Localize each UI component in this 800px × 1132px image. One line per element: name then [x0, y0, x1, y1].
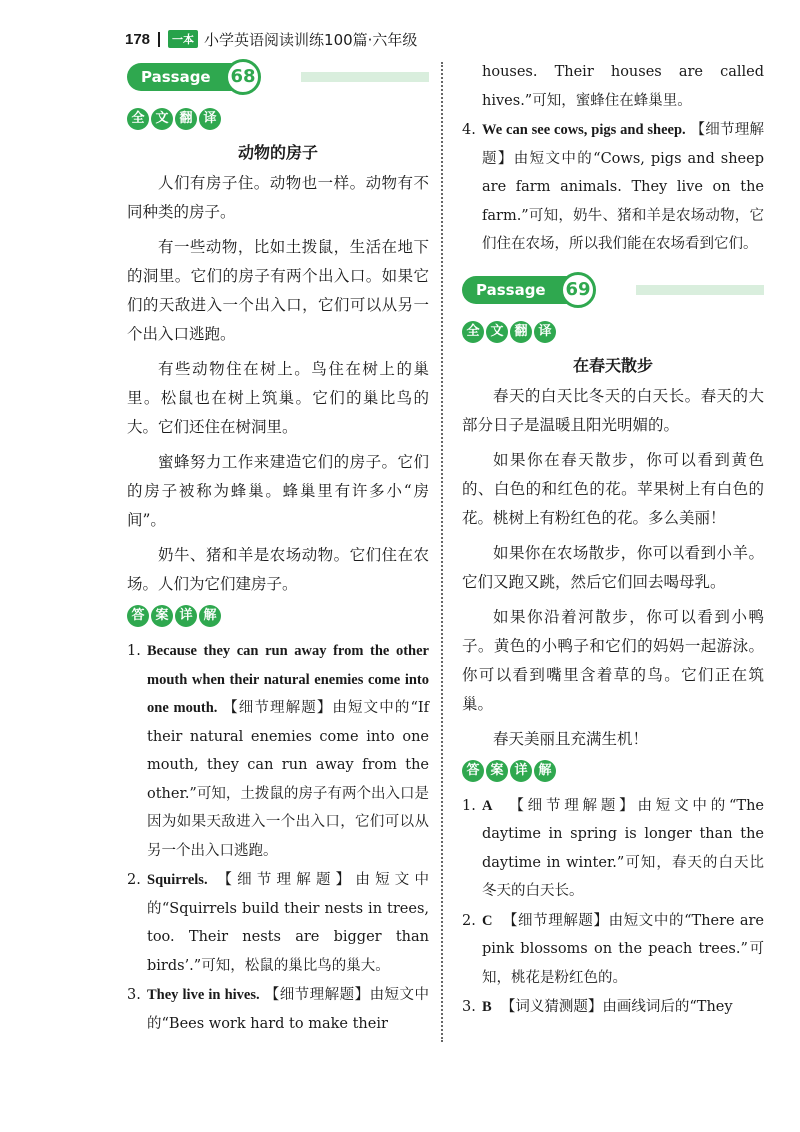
badge-char: 译: [534, 321, 556, 343]
answer-choice: C: [482, 912, 493, 929]
answer-number: 2.: [462, 912, 476, 929]
translation-paragraph: 春天的白天比冬天的白天长。春天的大部分日子是温暖且阳光明媚的。: [462, 386, 764, 434]
translation-badge: [127, 108, 429, 130]
translation-paragraph: 如果你在农场散步，你可以看到小羊。它们又跑又跳，然后它们回去喝母乳。: [462, 543, 764, 591]
answer-number: 1.: [462, 797, 476, 814]
answer-explanation: 【细节理解题】由短文中的“Squirrels build their nests in trees, too. Their nests are bigger than birds’.”可知，松鼠的巢比鸟的巢大。: [147, 872, 430, 974]
badge-char: 详: [175, 605, 197, 627]
answer-number: 4.: [462, 122, 476, 138]
answer-text: Squirrels.: [147, 872, 208, 888]
translation-paragraph: 如果你在春天散步，你可以看到黄色的、白色的和红色的花。苹果树上有白色的花。桃树上有粉红色的花。多么美丽！: [462, 450, 764, 527]
answer-explanation: 【细节理解题】由短文中的“Cows, pigs and sheep are farm animals. They live on the farm.”可知，奶牛、猪和羊是农场动物，它们住在农场，所以我们能在农场看到它们。: [482, 122, 765, 252]
badge-char: 案: [151, 605, 173, 627]
answer-item: [127, 981, 429, 1038]
answer-badge: [462, 760, 764, 782]
answer-badge: [127, 605, 429, 627]
passage-68-banner: [127, 60, 429, 94]
answer-item: [462, 907, 764, 993]
passage-label: Passage: [462, 276, 586, 304]
translation-paragraph: 有一些动物，比如土拨鼠，生活在地下的洞里。它们的房子有两个出入口。如果它们的天敌进入一个出入口，它们可以从另一个出入口逃跑。: [127, 238, 429, 343]
answer-explanation: houses. Their houses are called hives.”可知，蜜蜂住在蜂巢里。: [482, 64, 764, 109]
badge-char: 案: [486, 760, 508, 782]
translation-paragraph: 蜜蜂努力工作来建造它们的房子。它们的房子被称为蜂巢。蜂巢里有许多小“房间”。: [127, 453, 429, 529]
answer-number: 3.: [462, 999, 476, 1015]
badge-char: 解: [534, 760, 556, 782]
column-divider: [441, 62, 443, 1042]
badge-char: 文: [151, 108, 173, 130]
header-separator: [158, 32, 160, 47]
answer-list: [462, 792, 764, 1022]
translation-paragraph: 人们有房子住。动物也一样。动物有不同种类的房子。: [127, 174, 429, 221]
answer-choice: B: [482, 999, 492, 1015]
answer-item: [127, 866, 429, 980]
answer-list: [127, 637, 429, 1038]
answer-explanation: 【细节理解题】由短文中的“Bees work hard to make their: [147, 987, 430, 1032]
answer-text: Because they can run away from the other mouth when their natural enemies come into one mouth.: [147, 643, 429, 716]
answer-explanation: 【细节理解题】由短文中的“There are pink blossoms on the peach trees.”可知，桃花是粉红色的。: [482, 912, 764, 986]
page-header: [125, 28, 417, 50]
passage-label: Passage: [127, 63, 251, 91]
left-column: [127, 60, 429, 1039]
badge-char: 解: [199, 605, 221, 627]
answer-item: [462, 116, 764, 259]
book-title: 小学英语阅读训练100篇·六年级: [204, 30, 418, 49]
badge-char: 全: [462, 321, 484, 343]
answer-item: [462, 993, 764, 1022]
answer-explanation: 【细节理解题】由短文中的“The daytime in spring is longer than the daytime in winter.”可知，春天的白天比冬天的白天长。: [482, 797, 765, 899]
answer-choice: A: [482, 797, 493, 814]
badge-char: 答: [127, 605, 149, 627]
translation-paragraph: 如果你沿着河散步，你可以看到小鸭子。黄色的小鸭子和它们的妈妈一起游泳。你可以看到嘴里含着草的鸟。它们正在筑巢。: [462, 607, 764, 713]
page-number: 178: [125, 30, 151, 48]
answer-continuation: [462, 58, 764, 115]
right-column: [462, 58, 764, 1023]
answer-list-continued: [462, 58, 764, 259]
translation-paragraph: 有些动物住在树上。鸟住在树上的巢里。松鼠也在树上筑巢。它们的巢比鸟的大。它们还住在树洞里。: [127, 360, 429, 436]
badge-char: 答: [462, 760, 484, 782]
translation-paragraph: 奶牛、猪和羊是农场动物。它们住在农场。人们为它们建房子。: [127, 546, 429, 593]
badge-char: 文: [486, 321, 508, 343]
answer-item: [127, 637, 429, 865]
answer-number: 1.: [127, 643, 141, 659]
answer-number: 2.: [127, 872, 141, 888]
answer-text: We can see cows, pigs and sheep.: [482, 122, 686, 138]
badge-char: 译: [199, 108, 221, 130]
badge-char: 翻: [510, 321, 532, 343]
answer-number: 3.: [127, 987, 141, 1003]
translation-paragraph: 春天美丽且充满生机！: [493, 729, 649, 748]
badge-char: 详: [510, 760, 532, 782]
answer-text: They live in hives.: [147, 987, 260, 1003]
badge-char: 全: [127, 108, 149, 130]
translation-badge: [462, 321, 764, 343]
badge-char: 翻: [175, 108, 197, 130]
banner-bar: [636, 285, 764, 295]
answer-item: [462, 792, 764, 906]
passage-number: 69: [560, 272, 596, 308]
translation-title: 动物的房子: [237, 143, 318, 162]
translation-title: 在春天散步: [572, 355, 653, 375]
banner-bar: [301, 72, 429, 82]
passage-number: 68: [225, 59, 261, 95]
answer-explanation: 【词义猜测题】由画线词后的“They: [500, 999, 733, 1015]
publisher-logo: 一本: [168, 30, 198, 48]
passage-69-banner: [462, 273, 764, 307]
answer-explanation: 【细节理解题】由短文中的“If their natural enemies come into one mouth, they can run away from the other.”可知，土拨鼠的房子有两个出入口是因为如果天敌进入一个出入口，它们可以从另一个出入口逃跑。: [147, 700, 429, 859]
